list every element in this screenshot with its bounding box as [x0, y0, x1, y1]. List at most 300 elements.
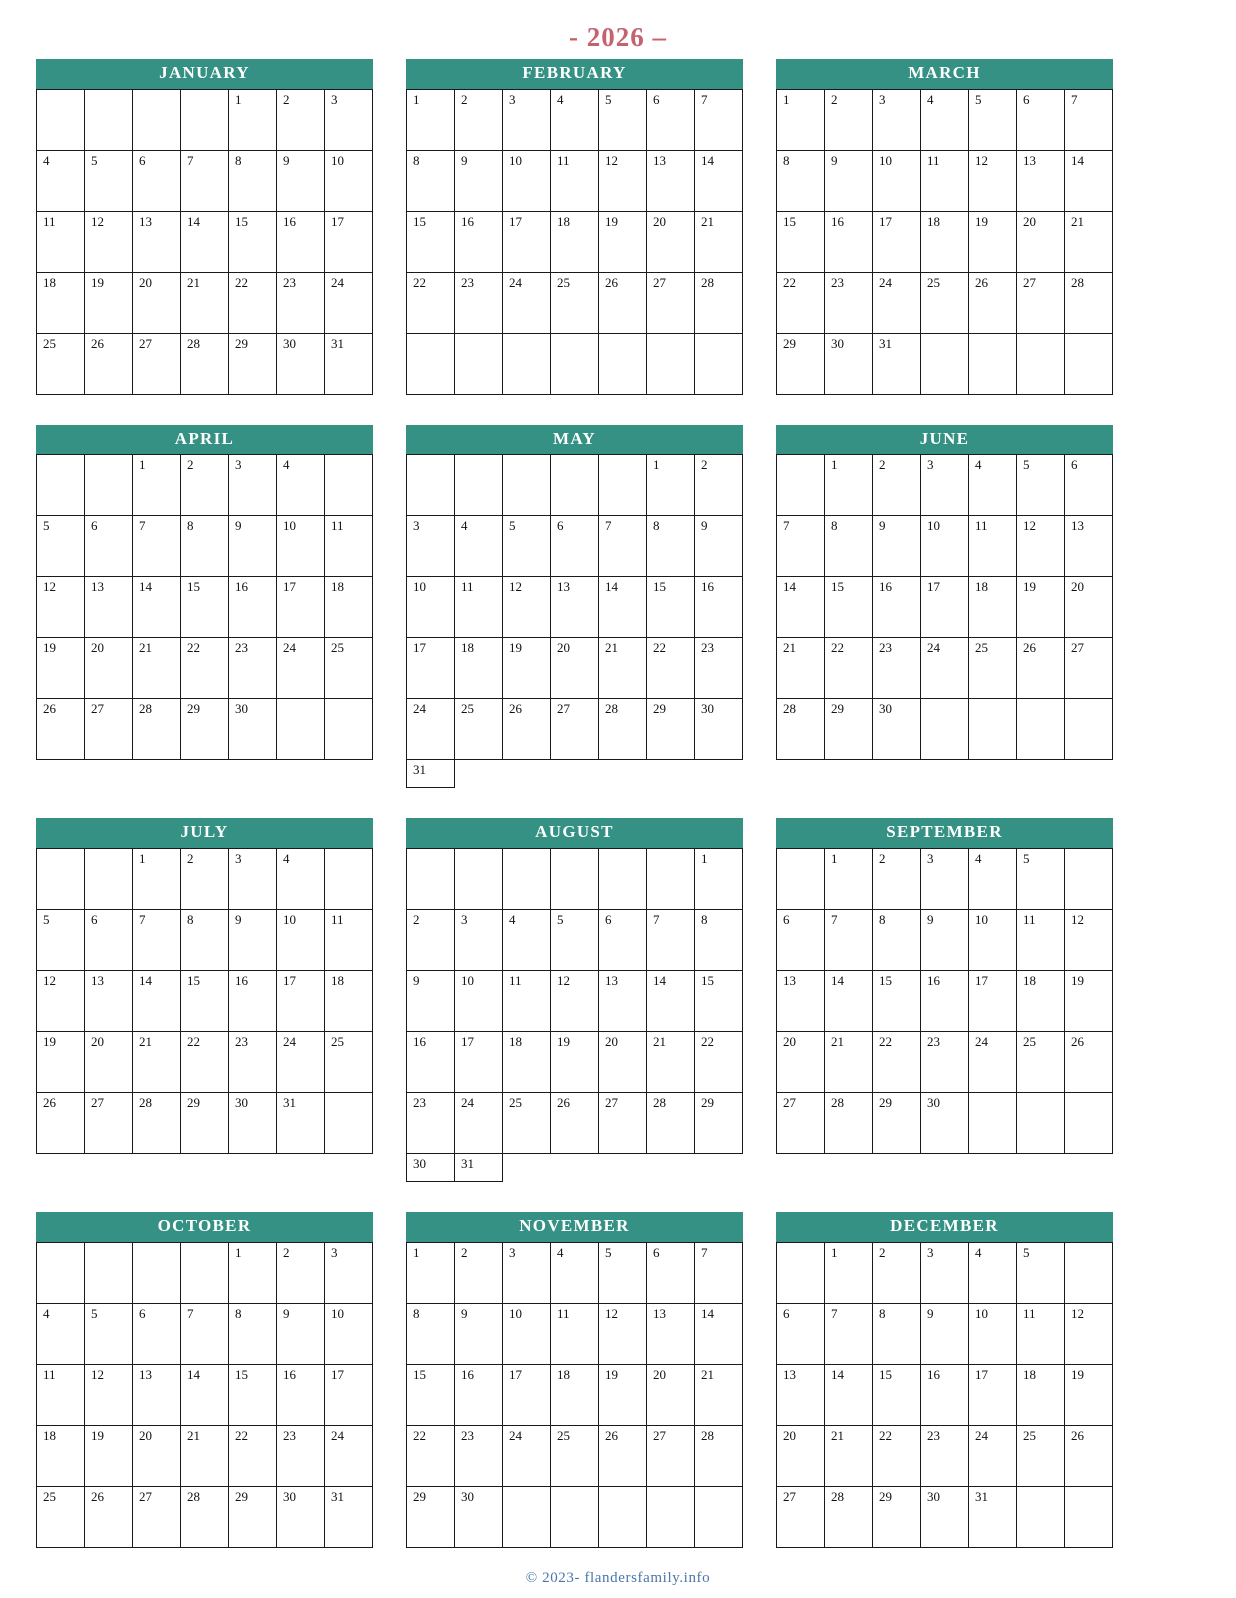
day-cell[interactable]: 16	[277, 211, 325, 272]
empty-cell[interactable]	[37, 1242, 85, 1303]
day-cell[interactable]: 20	[133, 272, 181, 333]
day-cell[interactable]: 11	[455, 577, 503, 638]
day-cell[interactable]: 20	[133, 1425, 181, 1486]
day-cell[interactable]: 3	[921, 455, 969, 516]
day-cell[interactable]: 30	[873, 699, 921, 760]
day-cell[interactable]: 27	[133, 1486, 181, 1547]
empty-cell[interactable]	[1017, 333, 1065, 394]
empty-cell[interactable]	[551, 333, 599, 394]
day-cell[interactable]: 12	[503, 577, 551, 638]
empty-cell[interactable]	[1065, 1486, 1113, 1547]
day-cell[interactable]: 16	[455, 211, 503, 272]
day-cell[interactable]: 14	[825, 1364, 873, 1425]
day-cell[interactable]: 31	[325, 1486, 373, 1547]
day-cell[interactable]: 8	[229, 1303, 277, 1364]
day-cell[interactable]: 5	[85, 150, 133, 211]
day-cell[interactable]: 30	[921, 1486, 969, 1547]
day-cell[interactable]: 17	[407, 638, 455, 699]
day-cell[interactable]: 20	[85, 1032, 133, 1093]
empty-cell[interactable]	[777, 1242, 825, 1303]
empty-cell[interactable]	[695, 1154, 743, 1182]
empty-cell[interactable]	[599, 849, 647, 910]
empty-cell[interactable]	[1017, 1486, 1065, 1547]
day-cell[interactable]: 19	[1065, 971, 1113, 1032]
day-cell[interactable]: 6	[599, 910, 647, 971]
empty-cell[interactable]	[503, 333, 551, 394]
day-cell[interactable]: 23	[407, 1093, 455, 1154]
empty-cell[interactable]	[551, 1486, 599, 1547]
empty-cell[interactable]	[325, 455, 373, 516]
day-cell[interactable]: 13	[133, 211, 181, 272]
day-cell[interactable]: 29	[873, 1486, 921, 1547]
day-cell[interactable]: 11	[551, 1303, 599, 1364]
day-cell[interactable]: 4	[37, 1303, 85, 1364]
day-cell[interactable]: 19	[1017, 577, 1065, 638]
day-cell[interactable]: 1	[695, 849, 743, 910]
day-cell[interactable]: 13	[647, 1303, 695, 1364]
day-cell[interactable]: 23	[229, 1032, 277, 1093]
day-cell[interactable]: 28	[825, 1486, 873, 1547]
day-cell[interactable]: 1	[229, 1242, 277, 1303]
empty-cell[interactable]	[407, 849, 455, 910]
day-cell[interactable]: 26	[599, 1425, 647, 1486]
empty-cell[interactable]	[921, 699, 969, 760]
day-cell[interactable]: 11	[1017, 910, 1065, 971]
empty-cell[interactable]	[455, 849, 503, 910]
day-cell[interactable]: 8	[407, 1303, 455, 1364]
day-cell[interactable]: 8	[873, 1303, 921, 1364]
day-cell[interactable]: 15	[181, 971, 229, 1032]
day-cell[interactable]: 3	[873, 89, 921, 150]
day-cell[interactable]: 9	[277, 150, 325, 211]
day-cell[interactable]: 22	[695, 1032, 743, 1093]
day-cell[interactable]: 25	[37, 1486, 85, 1547]
day-cell[interactable]: 25	[325, 638, 373, 699]
day-cell[interactable]: 22	[777, 272, 825, 333]
day-cell[interactable]: 28	[133, 699, 181, 760]
day-cell[interactable]: 18	[1017, 1364, 1065, 1425]
empty-cell[interactable]	[37, 455, 85, 516]
day-cell[interactable]: 19	[37, 1032, 85, 1093]
day-cell[interactable]: 4	[277, 455, 325, 516]
empty-cell[interactable]	[695, 1486, 743, 1547]
day-cell[interactable]: 18	[969, 577, 1017, 638]
day-cell[interactable]: 9	[455, 150, 503, 211]
day-cell[interactable]: 24	[325, 1425, 373, 1486]
day-cell[interactable]: 11	[1017, 1303, 1065, 1364]
day-cell[interactable]: 5	[969, 89, 1017, 150]
empty-cell[interactable]	[921, 333, 969, 394]
day-cell[interactable]: 1	[133, 849, 181, 910]
day-cell[interactable]: 11	[325, 910, 373, 971]
day-cell[interactable]: 26	[1017, 638, 1065, 699]
day-cell[interactable]: 4	[969, 849, 1017, 910]
day-cell[interactable]: 27	[647, 1425, 695, 1486]
day-cell[interactable]: 28	[1065, 272, 1113, 333]
day-cell[interactable]: 23	[921, 1032, 969, 1093]
day-cell[interactable]: 1	[825, 455, 873, 516]
day-cell[interactable]: 18	[37, 1425, 85, 1486]
empty-cell[interactable]	[551, 1154, 599, 1182]
day-cell[interactable]: 7	[647, 910, 695, 971]
day-cell[interactable]: 30	[825, 333, 873, 394]
day-cell[interactable]: 24	[503, 1425, 551, 1486]
day-cell[interactable]: 26	[37, 1093, 85, 1154]
day-cell[interactable]: 31	[873, 333, 921, 394]
day-cell[interactable]: 10	[325, 150, 373, 211]
day-cell[interactable]: 4	[455, 516, 503, 577]
day-cell[interactable]: 15	[407, 211, 455, 272]
day-cell[interactable]: 1	[825, 1242, 873, 1303]
day-cell[interactable]: 30	[921, 1093, 969, 1154]
day-cell[interactable]: 10	[503, 1303, 551, 1364]
empty-cell[interactable]	[1065, 1093, 1113, 1154]
day-cell[interactable]: 5	[599, 1242, 647, 1303]
day-cell[interactable]: 25	[1017, 1032, 1065, 1093]
day-cell[interactable]: 21	[647, 1032, 695, 1093]
day-cell[interactable]: 21	[181, 1425, 229, 1486]
day-cell[interactable]: 15	[873, 1364, 921, 1425]
day-cell[interactable]: 26	[551, 1093, 599, 1154]
day-cell[interactable]: 19	[85, 1425, 133, 1486]
day-cell[interactable]: 16	[921, 1364, 969, 1425]
day-cell[interactable]: 23	[825, 272, 873, 333]
day-cell[interactable]: 21	[825, 1032, 873, 1093]
day-cell[interactable]: 15	[873, 971, 921, 1032]
day-cell[interactable]: 16	[455, 1364, 503, 1425]
day-cell[interactable]: 3	[229, 455, 277, 516]
day-cell[interactable]: 23	[277, 272, 325, 333]
day-cell[interactable]: 6	[647, 1242, 695, 1303]
empty-cell[interactable]	[181, 89, 229, 150]
day-cell[interactable]: 3	[325, 89, 373, 150]
day-cell[interactable]: 29	[229, 333, 277, 394]
empty-cell[interactable]	[85, 849, 133, 910]
empty-cell[interactable]	[1017, 1093, 1065, 1154]
empty-cell[interactable]	[325, 1093, 373, 1154]
empty-cell[interactable]	[599, 1154, 647, 1182]
day-cell[interactable]: 27	[85, 699, 133, 760]
day-cell[interactable]: 18	[921, 211, 969, 272]
day-cell[interactable]: 4	[551, 1242, 599, 1303]
day-cell[interactable]: 30	[229, 1093, 277, 1154]
day-cell[interactable]: 24	[325, 272, 373, 333]
day-cell[interactable]: 19	[599, 1364, 647, 1425]
day-cell[interactable]: 3	[325, 1242, 373, 1303]
day-cell[interactable]: 10	[325, 1303, 373, 1364]
empty-cell[interactable]	[455, 333, 503, 394]
day-cell[interactable]: 17	[455, 1032, 503, 1093]
empty-cell[interactable]	[969, 1093, 1017, 1154]
day-cell[interactable]: 11	[325, 516, 373, 577]
day-cell[interactable]: 3	[503, 1242, 551, 1303]
empty-cell[interactable]	[695, 333, 743, 394]
day-cell[interactable]: 7	[133, 516, 181, 577]
day-cell[interactable]: 28	[181, 1486, 229, 1547]
day-cell[interactable]: 19	[1065, 1364, 1113, 1425]
day-cell[interactable]: 9	[407, 971, 455, 1032]
day-cell[interactable]: 23	[695, 638, 743, 699]
day-cell[interactable]: 22	[181, 638, 229, 699]
day-cell[interactable]: 20	[1065, 577, 1113, 638]
day-cell[interactable]: 4	[551, 89, 599, 150]
day-cell[interactable]: 4	[277, 849, 325, 910]
day-cell[interactable]: 6	[85, 516, 133, 577]
day-cell[interactable]: 27	[551, 699, 599, 760]
day-cell[interactable]: 7	[695, 1242, 743, 1303]
day-cell[interactable]: 12	[599, 150, 647, 211]
day-cell[interactable]: 17	[503, 1364, 551, 1425]
day-cell[interactable]: 30	[277, 1486, 325, 1547]
day-cell[interactable]: 14	[695, 1303, 743, 1364]
day-cell[interactable]: 2	[277, 1242, 325, 1303]
day-cell[interactable]: 29	[407, 1486, 455, 1547]
day-cell[interactable]: 8	[407, 150, 455, 211]
empty-cell[interactable]	[407, 455, 455, 516]
day-cell[interactable]: 8	[777, 150, 825, 211]
day-cell[interactable]: 14	[599, 577, 647, 638]
day-cell[interactable]: 20	[647, 211, 695, 272]
day-cell[interactable]: 14	[181, 1364, 229, 1425]
day-cell[interactable]: 20	[551, 638, 599, 699]
day-cell[interactable]: 29	[695, 1093, 743, 1154]
day-cell[interactable]: 29	[825, 699, 873, 760]
day-cell[interactable]: 31	[277, 1093, 325, 1154]
day-cell[interactable]: 29	[181, 699, 229, 760]
empty-cell[interactable]	[969, 699, 1017, 760]
day-cell[interactable]: 28	[777, 699, 825, 760]
day-cell[interactable]: 5	[503, 516, 551, 577]
empty-cell[interactable]	[647, 1154, 695, 1182]
day-cell[interactable]: 24	[503, 272, 551, 333]
day-cell[interactable]: 30	[455, 1486, 503, 1547]
empty-cell[interactable]	[133, 89, 181, 150]
day-cell[interactable]: 16	[921, 971, 969, 1032]
day-cell[interactable]: 12	[85, 1364, 133, 1425]
day-cell[interactable]: 25	[1017, 1425, 1065, 1486]
day-cell[interactable]: 17	[503, 211, 551, 272]
day-cell[interactable]: 9	[229, 516, 277, 577]
day-cell[interactable]: 10	[455, 971, 503, 1032]
day-cell[interactable]: 10	[969, 1303, 1017, 1364]
day-cell[interactable]: 6	[133, 150, 181, 211]
day-cell[interactable]: 29	[647, 699, 695, 760]
day-cell[interactable]: 22	[825, 638, 873, 699]
day-cell[interactable]: 7	[1065, 89, 1113, 150]
day-cell[interactable]: 1	[825, 849, 873, 910]
empty-cell[interactable]	[37, 849, 85, 910]
day-cell[interactable]: 14	[647, 971, 695, 1032]
day-cell[interactable]: 1	[407, 89, 455, 150]
day-cell[interactable]: 12	[1065, 910, 1113, 971]
day-cell[interactable]: 26	[599, 272, 647, 333]
day-cell[interactable]: 31	[325, 333, 373, 394]
day-cell[interactable]: 4	[969, 1242, 1017, 1303]
day-cell[interactable]: 7	[181, 150, 229, 211]
day-cell[interactable]: 15	[181, 577, 229, 638]
day-cell[interactable]: 22	[647, 638, 695, 699]
day-cell[interactable]: 25	[37, 333, 85, 394]
empty-cell[interactable]	[1017, 699, 1065, 760]
day-cell[interactable]: 11	[551, 150, 599, 211]
day-cell[interactable]: 7	[181, 1303, 229, 1364]
day-cell[interactable]: 10	[407, 577, 455, 638]
day-cell[interactable]: 17	[969, 1364, 1017, 1425]
day-cell[interactable]: 19	[551, 1032, 599, 1093]
empty-cell[interactable]	[325, 849, 373, 910]
day-cell[interactable]: 9	[277, 1303, 325, 1364]
day-cell[interactable]: 2	[825, 89, 873, 150]
day-cell[interactable]: 9	[921, 1303, 969, 1364]
day-cell[interactable]: 27	[777, 1093, 825, 1154]
day-cell[interactable]: 11	[37, 1364, 85, 1425]
empty-cell[interactable]	[551, 849, 599, 910]
day-cell[interactable]: 26	[503, 699, 551, 760]
day-cell[interactable]: 2	[407, 910, 455, 971]
day-cell[interactable]: 5	[85, 1303, 133, 1364]
day-cell[interactable]: 3	[921, 849, 969, 910]
day-cell[interactable]: 16	[407, 1032, 455, 1093]
day-cell[interactable]: 14	[133, 971, 181, 1032]
day-cell[interactable]: 28	[647, 1093, 695, 1154]
day-cell[interactable]: 19	[599, 211, 647, 272]
day-cell[interactable]: 16	[695, 577, 743, 638]
day-cell[interactable]: 3	[229, 849, 277, 910]
day-cell[interactable]: 20	[85, 638, 133, 699]
day-cell[interactable]: 8	[647, 516, 695, 577]
day-cell[interactable]: 12	[37, 577, 85, 638]
day-cell[interactable]: 7	[133, 910, 181, 971]
day-cell[interactable]: 2	[455, 1242, 503, 1303]
day-cell[interactable]: 20	[777, 1032, 825, 1093]
day-cell[interactable]: 15	[777, 211, 825, 272]
day-cell[interactable]: 10	[921, 516, 969, 577]
day-cell[interactable]: 10	[503, 150, 551, 211]
empty-cell[interactable]	[647, 760, 695, 788]
day-cell[interactable]: 21	[1065, 211, 1113, 272]
day-cell[interactable]: 6	[1017, 89, 1065, 150]
day-cell[interactable]: 18	[455, 638, 503, 699]
empty-cell[interactable]	[181, 1242, 229, 1303]
day-cell[interactable]: 22	[873, 1032, 921, 1093]
empty-cell[interactable]	[325, 699, 373, 760]
day-cell[interactable]: 30	[407, 1154, 455, 1182]
empty-cell[interactable]	[503, 1486, 551, 1547]
empty-cell[interactable]	[1065, 699, 1113, 760]
day-cell[interactable]: 13	[1065, 516, 1113, 577]
day-cell[interactable]: 12	[1017, 516, 1065, 577]
day-cell[interactable]: 23	[921, 1425, 969, 1486]
day-cell[interactable]: 27	[1065, 638, 1113, 699]
day-cell[interactable]: 22	[181, 1032, 229, 1093]
empty-cell[interactable]	[503, 455, 551, 516]
day-cell[interactable]: 17	[873, 211, 921, 272]
day-cell[interactable]: 1	[777, 89, 825, 150]
empty-cell[interactable]	[133, 1242, 181, 1303]
day-cell[interactable]: 17	[969, 971, 1017, 1032]
day-cell[interactable]: 9	[229, 910, 277, 971]
empty-cell[interactable]	[647, 849, 695, 910]
day-cell[interactable]: 4	[37, 150, 85, 211]
day-cell[interactable]: 21	[777, 638, 825, 699]
day-cell[interactable]: 14	[695, 150, 743, 211]
day-cell[interactable]: 6	[1065, 455, 1113, 516]
day-cell[interactable]: 15	[825, 577, 873, 638]
day-cell[interactable]: 5	[551, 910, 599, 971]
day-cell[interactable]: 21	[133, 1032, 181, 1093]
day-cell[interactable]: 31	[455, 1154, 503, 1182]
empty-cell[interactable]	[969, 333, 1017, 394]
day-cell[interactable]: 12	[1065, 1303, 1113, 1364]
day-cell[interactable]: 9	[455, 1303, 503, 1364]
empty-cell[interactable]	[455, 455, 503, 516]
day-cell[interactable]: 10	[873, 150, 921, 211]
day-cell[interactable]: 16	[229, 577, 277, 638]
empty-cell[interactable]	[407, 333, 455, 394]
day-cell[interactable]: 24	[969, 1032, 1017, 1093]
day-cell[interactable]: 15	[695, 971, 743, 1032]
day-cell[interactable]: 23	[277, 1425, 325, 1486]
empty-cell[interactable]	[777, 455, 825, 516]
day-cell[interactable]: 8	[695, 910, 743, 971]
day-cell[interactable]: 8	[873, 910, 921, 971]
day-cell[interactable]: 5	[37, 516, 85, 577]
day-cell[interactable]: 22	[873, 1425, 921, 1486]
day-cell[interactable]: 30	[695, 699, 743, 760]
day-cell[interactable]: 8	[229, 150, 277, 211]
empty-cell[interactable]	[503, 760, 551, 788]
day-cell[interactable]: 24	[921, 638, 969, 699]
empty-cell[interactable]	[1065, 1242, 1113, 1303]
day-cell[interactable]: 24	[455, 1093, 503, 1154]
day-cell[interactable]: 2	[873, 1242, 921, 1303]
day-cell[interactable]: 2	[277, 89, 325, 150]
day-cell[interactable]: 21	[695, 1364, 743, 1425]
day-cell[interactable]: 13	[85, 577, 133, 638]
day-cell[interactable]: 14	[777, 577, 825, 638]
empty-cell[interactable]	[503, 1154, 551, 1182]
day-cell[interactable]: 27	[647, 272, 695, 333]
day-cell[interactable]: 19	[37, 638, 85, 699]
day-cell[interactable]: 9	[825, 150, 873, 211]
empty-cell[interactable]	[85, 89, 133, 150]
day-cell[interactable]: 12	[37, 971, 85, 1032]
day-cell[interactable]: 16	[229, 971, 277, 1032]
day-cell[interactable]: 3	[455, 910, 503, 971]
day-cell[interactable]: 6	[551, 516, 599, 577]
day-cell[interactable]: 18	[325, 577, 373, 638]
day-cell[interactable]: 24	[969, 1425, 1017, 1486]
day-cell[interactable]: 10	[277, 910, 325, 971]
day-cell[interactable]: 9	[695, 516, 743, 577]
day-cell[interactable]: 2	[181, 849, 229, 910]
day-cell[interactable]: 28	[181, 333, 229, 394]
day-cell[interactable]: 21	[695, 211, 743, 272]
day-cell[interactable]: 17	[325, 211, 373, 272]
day-cell[interactable]: 7	[825, 910, 873, 971]
day-cell[interactable]: 25	[551, 272, 599, 333]
day-cell[interactable]: 1	[407, 1242, 455, 1303]
day-cell[interactable]: 1	[647, 455, 695, 516]
day-cell[interactable]: 15	[647, 577, 695, 638]
day-cell[interactable]: 31	[969, 1486, 1017, 1547]
day-cell[interactable]: 4	[969, 455, 1017, 516]
empty-cell[interactable]	[455, 760, 503, 788]
empty-cell[interactable]	[85, 1242, 133, 1303]
day-cell[interactable]: 4	[503, 910, 551, 971]
day-cell[interactable]: 13	[777, 1364, 825, 1425]
day-cell[interactable]: 31	[407, 760, 455, 788]
